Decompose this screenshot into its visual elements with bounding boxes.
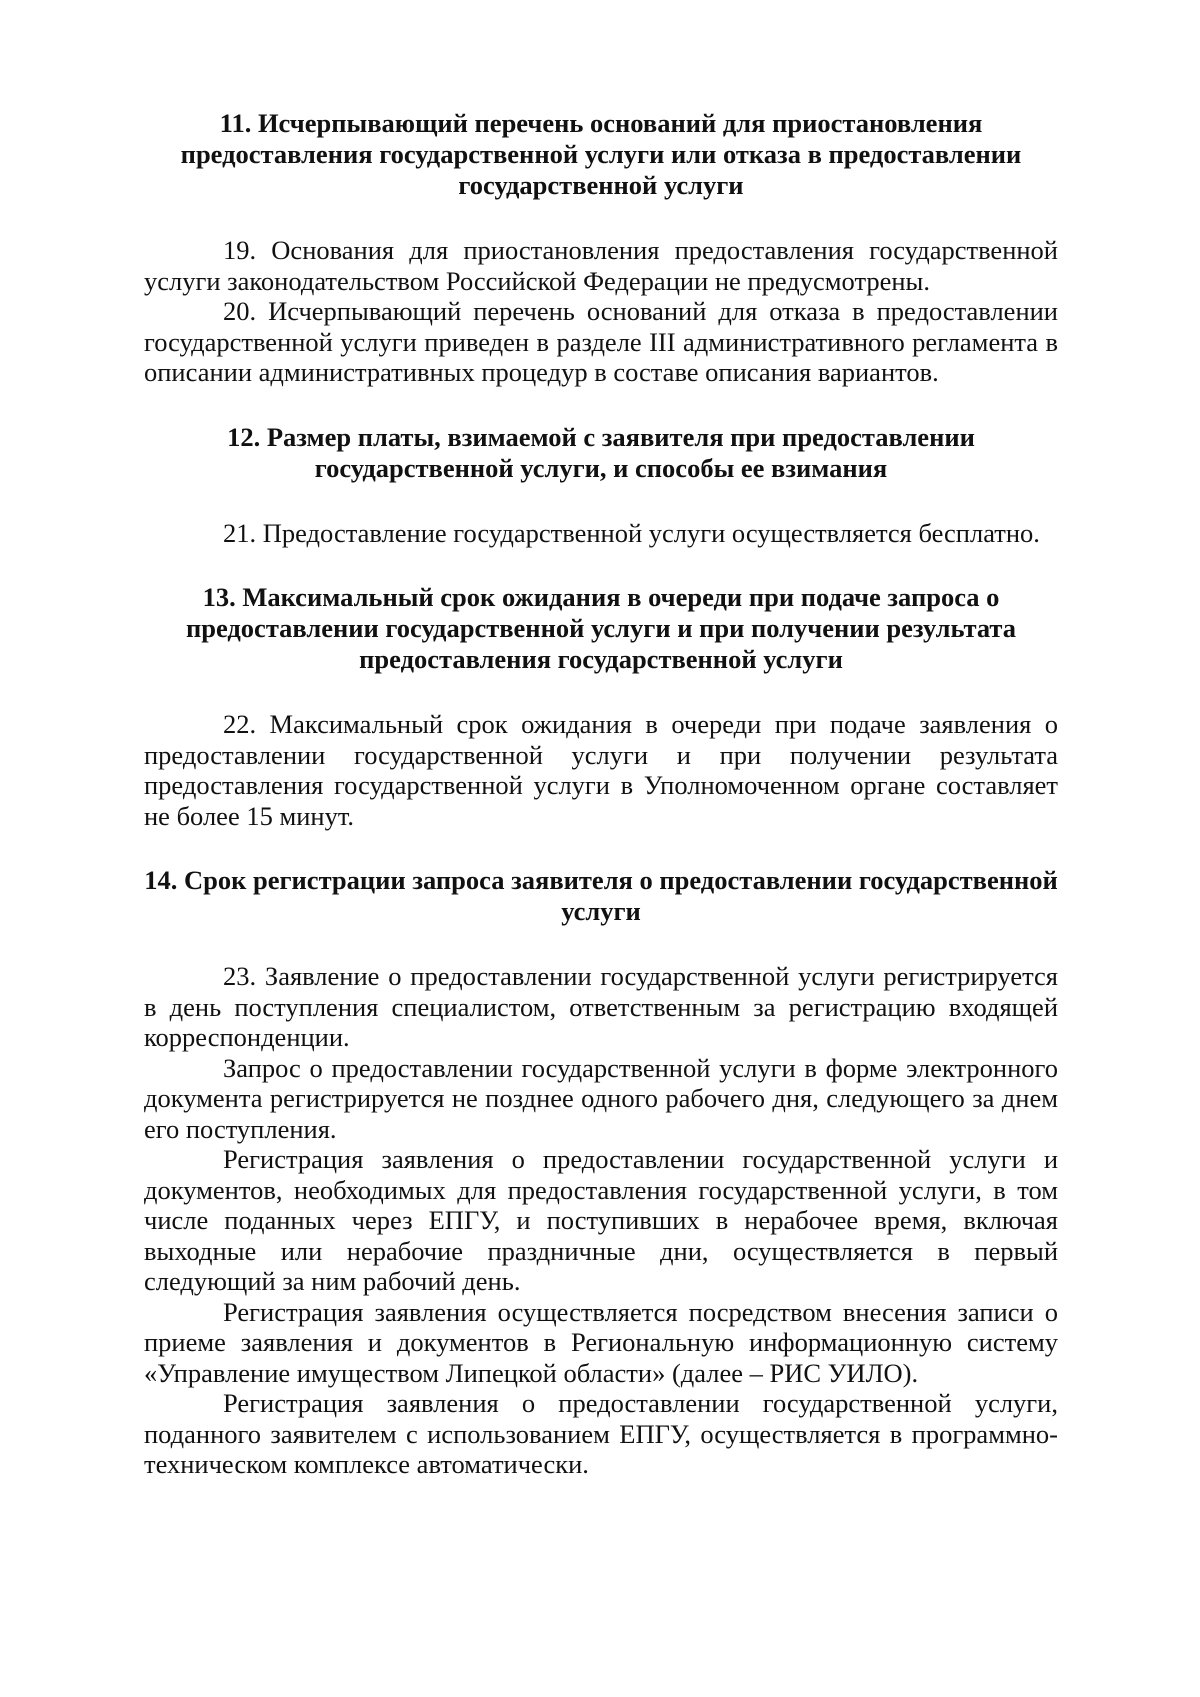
section-14: [144, 865, 1058, 1480]
paragraph-23-nonworking-time: Регистрация заявления о предоставлении государственной услуги и документов, необходимых для предоставления государственной услуги, в том числе поданных через ЕПГУ, и поступивших в нерабочее время, включая выходные или нерабочие праздничные дни, осуществляется в первый следующий за ним рабочий день.: [144, 1144, 1058, 1296]
paragraph-23-epgu-automatic: Регистрация заявления о предоставлении государственной услуги, поданного заявителем с использованием ЕПГУ, осуществляется в программно-техническом комплексе автоматически.: [144, 1388, 1058, 1479]
section-heading-12: 12. Размер платы, взимаемой с заявителя при предоставлении государственной услуги, и способы ее взимания: [227, 421, 975, 483]
section-heading-14: 14. Срок регистрации запроса заявителя о предоставлении государственной услуги: [144, 865, 1058, 926]
section-heading-13: 13. Максимальный срок ожидания в очереди при подаче запроса о предоставлении государственной услуги и при получении результата предоставления государственной услуги: [185, 582, 1016, 674]
paragraph-23-electronic-request: Запрос о предоставлении государственной услуги в форме электронного документа регистрируется не позднее одного рабочего дня, следующего за днем его поступления.: [144, 1052, 1058, 1144]
paragraph-19: 19. Основания для приостановления предоставления государственной услуги законодательством Российской Федерации не предусмотрены.: [144, 235, 1058, 296]
paragraph-21: 21. Предоставление государственной услуги осуществляется бесплатно.: [223, 517, 1040, 548]
paragraph-22: 22. Максимальный срок ожидания в очереди при подаче заявления о предоставлении государственной услуги и при получении результата предоставления государственной услуги в Уполномоченном органе составляет не более 15 минут.: [144, 709, 1058, 831]
paragraph-23: 23. Заявление о предоставлении государственной услуги регистрируется в день поступления специалистом, ответственным за регистрацию входящей корреспонденции.: [144, 961, 1058, 1052]
section-12: [144, 422, 1058, 549]
document-page: [144, 108, 1058, 1480]
paragraph-20: 20. Исчерпывающий перечень оснований для отказа в предоставлении государственной услуги приведен в разделе III административного регламента в описании административных процедур в составе описания вариантов.: [144, 296, 1058, 387]
section-heading-11: 11. Исчерпывающий перечень оснований для приостановления предоставления государственной услуги или отказа в предоставлении государственной услуги: [180, 108, 1022, 200]
section-13: [144, 582, 1058, 831]
paragraph-23-ris-uilo: Регистрация заявления осуществляется посредством внесения записи о приеме заявления и документов в Региональную информационную систему «Управление имуществом Липецкой области» (далее – РИС УИЛО).: [144, 1296, 1058, 1388]
section-11: [144, 108, 1058, 388]
